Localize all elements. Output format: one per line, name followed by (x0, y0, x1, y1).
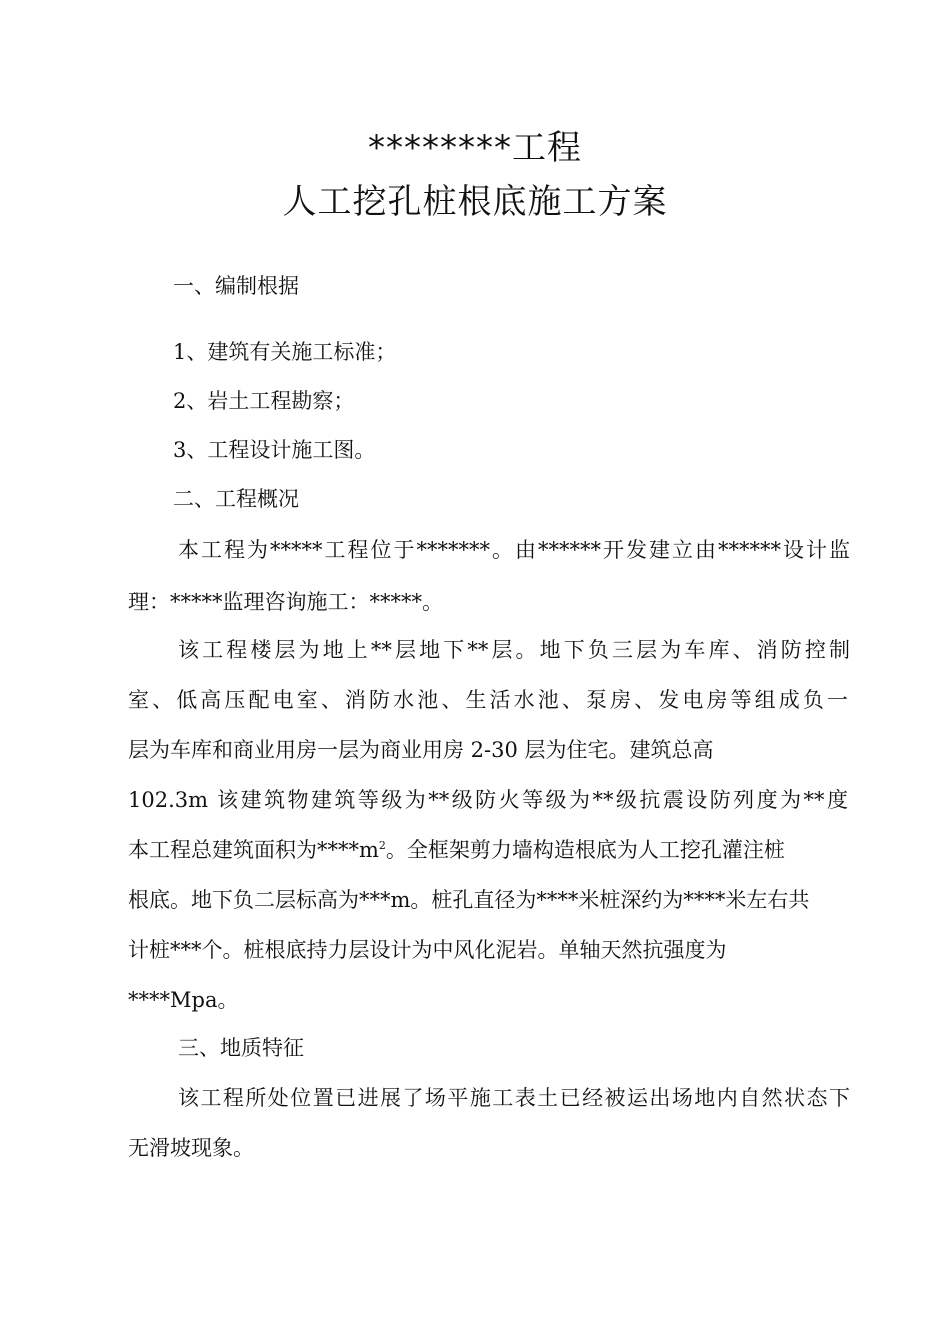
overview-para2-line4: 102.3m 该建筑物建筑等级为**级防火等级为**级抗震设防列度为**度 (128, 788, 848, 812)
geology-para-line1: 该工程所处位置已进展了场平施工表土已经被运出场地内自然状态下 (178, 1086, 850, 1110)
overview-para1-line1: 本工程为*****工程位于*******。由******开发建立由******设计监 (178, 538, 850, 562)
overview-para2-line2: 室、低高压配电室、消防水池、生活水池、泵房、发电房等组成负一 (128, 688, 848, 712)
section2-heading: 二、工程概况 (173, 487, 299, 511)
geology-para-line2: 无滑坡现象。 (128, 1136, 254, 1160)
area-superscript: 2 (378, 839, 386, 852)
basis-item-2: 2、岩土工程勘察； (173, 389, 355, 413)
basis-item-3: 3、工程设计施工图。 (173, 438, 376, 462)
document-title-line1: ********工程 (368, 128, 582, 168)
overview-para2-line5 (128, 836, 785, 864)
basis-item-1: 1、建筑有关施工标准； (173, 340, 397, 364)
overview-para2-line8: ****Mpa。 (128, 988, 239, 1012)
document-title-line2: 人工挖孔桩根底施工方案 (282, 182, 668, 222)
overview-para2-line7: 计桩***个。桩根底持力层设计为中风化泥岩。单轴天然抗强度为 (128, 938, 727, 962)
overview-para1-line2: 理：*****监理咨询施工：*****。 (128, 590, 443, 614)
overview-para2-line6: 根底。地下负二层标高为***m。桩孔直径为****米桩深约为****米左右共 (128, 888, 810, 912)
overview-para2-line1: 该工程楼层为地上**层地下**层。地下负三层为车库、消防控制 (178, 638, 850, 662)
structure-text: 。全框架剪力墙构造根底为人工挖孔灌注桩 (385, 838, 785, 862)
section1-heading: 一、编制根据 (173, 274, 299, 298)
section3-heading: 三、地质特征 (178, 1036, 304, 1060)
area-text: 本工程总建筑面积为****m (128, 838, 379, 862)
overview-para2-line3: 层为车库和商业用房一层为商业用房 2-30 层为住宅。建筑总高 (128, 738, 714, 762)
